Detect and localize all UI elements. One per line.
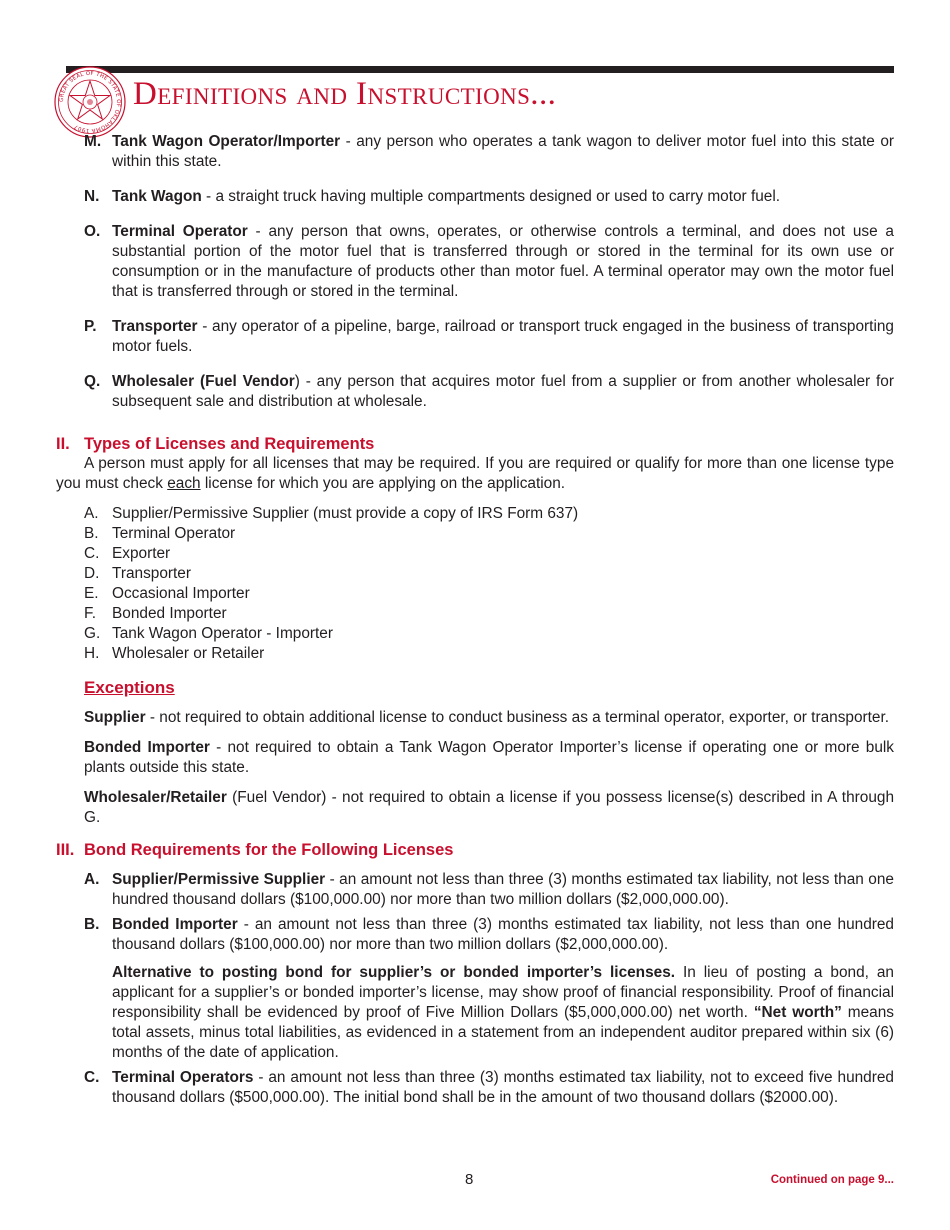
alternative-text: In lieu of posting a bond, an applicant for a supplier’s or bonded importer’s license, may show proof of financial responsibility. Proof of financial responsibility shall be evidenced by proof of Five Million Dollars ($5,000,000.00) net worth. (112, 964, 894, 1021)
intro-emphasis: each (167, 475, 201, 492)
definition-term: Tank Wagon Operator/Importer (112, 133, 341, 150)
page-content (56, 132, 894, 1113)
bond-term: Supplier/Permissive Supplier (112, 871, 326, 888)
license-type-letter: H. (84, 645, 100, 662)
definition-text: ) - any person that acquires motor fuel from a supplier or from another wholesaler for subsequent sale and distribution at wholesale. (112, 373, 894, 410)
license-type-letter: G. (84, 625, 101, 642)
exception-item (84, 788, 894, 828)
bond-letter: C. (84, 1069, 100, 1086)
license-type-letter: A. (84, 505, 99, 522)
state-seal-icon (54, 66, 126, 138)
license-type-text: Tank Wagon Operator - Importer (112, 625, 333, 642)
definition-text: - any operator of a pipeline, barge, railroad or transport truck engaged in the business of transporting motor fuels. (112, 318, 894, 355)
license-type-letter: E. (84, 585, 99, 602)
definition-letter: Q. (84, 373, 101, 390)
license-type-letter: F. (84, 605, 96, 622)
bond-term: Bonded Importer (112, 916, 238, 933)
definition-letter: M. (84, 133, 102, 150)
section-title: Bond Requirements for the Following Licenses (84, 841, 454, 859)
bond-text: - an amount not less than three (3) months estimated tax liability, not less than one hundred thousand dollars ($100,000.00) nor more than two million dollars ($2,000,000.00). (112, 871, 894, 908)
license-type-letter: D. (84, 565, 100, 582)
license-type-text: Wholesaler or Retailer (112, 645, 265, 662)
bond-alternative (112, 963, 894, 1063)
intro-text: A person must apply for all licenses that may be required. If you are required or qualify for more than one license type you must check (56, 455, 894, 492)
exception-text: - not required to obtain a Tank Wagon Operator Importer’s license if operating one or more bulk plants outside this state. (84, 739, 895, 776)
section-heading-license-types (56, 434, 894, 454)
exception-term: Supplier (84, 709, 146, 726)
definition-item (56, 187, 894, 207)
bond-term: Terminal Operators (112, 1069, 254, 1086)
definition-letter: P. (84, 318, 97, 335)
bond-letter: B. (84, 916, 100, 933)
exception-item (84, 738, 894, 778)
license-type-item (56, 524, 894, 544)
definition-text: - a straight truck having multiple compartments designed or used to carry motor fuel. (201, 188, 781, 205)
continued-link: Continued on page 9... (770, 1174, 894, 1186)
section-title: Types of Licenses and Requirements (84, 435, 375, 453)
license-type-letter: C. (84, 545, 100, 562)
license-type-item (56, 584, 894, 604)
license-type-text: Transporter (112, 565, 191, 582)
bond-requirements-list (56, 870, 894, 1108)
bond-item (56, 1068, 894, 1108)
license-type-item (56, 504, 894, 524)
definition-text: - any person who operates a tank wagon to deliver motor fuel into this state or within this state. (112, 133, 894, 170)
exception-item (84, 708, 894, 728)
definition-item (56, 222, 894, 302)
alternative-heading: Alternative to posting bond for supplier’s or bonded importer’s licenses. (112, 964, 676, 981)
definition-term: Terminal Operator (112, 223, 248, 240)
definition-letter: O. (84, 223, 101, 240)
definition-item (56, 372, 894, 412)
section-number: III. (56, 841, 75, 859)
license-type-text: Terminal Operator (112, 525, 236, 542)
license-type-item (56, 624, 894, 644)
bond-item (56, 870, 894, 910)
license-type-item (56, 604, 894, 624)
section-number: II. (56, 435, 70, 453)
definition-text: - any person that owns, operates, or otherwise controls a terminal, and does not use a substantial portion of the motor fuel that is transferred through or stored in the terminal for its own use or consumption or in the manufacture of products other than motor fuel. A terminal operator may own the motor fuel that is transferred through or stored in the terminal. (112, 223, 894, 300)
license-type-text: Supplier/Permissive Supplier (must provide a copy of IRS Form 637) (112, 505, 579, 522)
bond-item (56, 915, 894, 1063)
definition-term: Transporter (112, 318, 198, 335)
alternative-text-end: means total assets, minus total liabilities, as evidenced in a statement from an independent auditor prepared within six (6) months of the date of application. (112, 1004, 894, 1061)
license-type-item (56, 564, 894, 584)
definitions-list (56, 132, 894, 412)
bond-letter: A. (84, 871, 100, 888)
license-type-text: Bonded Importer (112, 605, 227, 622)
section-heading-bond-requirements (56, 840, 894, 860)
section-intro (56, 454, 894, 494)
seal-text: GREAT SEAL OF THE STATE OF OKLAHOMA 1907 (58, 70, 122, 134)
definition-term: Tank Wagon (112, 188, 202, 205)
definition-letter: N. (84, 188, 100, 205)
license-type-item (56, 544, 894, 564)
exception-term: Wholesaler/Retailer (84, 789, 227, 806)
bond-text: - an amount not less than three (3) months estimated tax liability, not to exceed five hundred thousand dollars ($500,000.00). The initial bond shall be in the amount of two thousand dollars ($2000.00). (112, 1069, 894, 1106)
header-rule (66, 66, 894, 73)
definition-term: Wholesaler (Fuel Vendor (112, 373, 295, 390)
license-type-item (56, 644, 894, 664)
page-title: Definitions and Instructions... (133, 76, 557, 112)
bond-text: - an amount not less than three (3) months estimated tax liability, not less than one hundred thousand dollars ($100,000.00) nor more than two million dollars ($2,000,000.00). (112, 916, 894, 953)
license-types-list (56, 504, 894, 664)
exception-text: - not required to obtain additional license to conduct business as a terminal operator, exporter, or transporter. (145, 709, 890, 726)
exception-term: Bonded Importer (84, 739, 210, 756)
license-type-text: Exporter (112, 545, 171, 562)
intro-text-end: license for which you are applying on the application. (200, 475, 566, 492)
page-number: 8 (465, 1171, 474, 1188)
license-type-text: Occasional Importer (112, 585, 250, 602)
definition-item (56, 317, 894, 357)
exception-text: (Fuel Vendor) - not required to obtain a license if you possess license(s) described in A through G. (84, 789, 894, 826)
exceptions-heading: Exceptions (84, 678, 175, 697)
definition-item (56, 132, 894, 172)
net-worth-term: “Net worth” (753, 1004, 842, 1021)
license-type-letter: B. (84, 525, 99, 542)
